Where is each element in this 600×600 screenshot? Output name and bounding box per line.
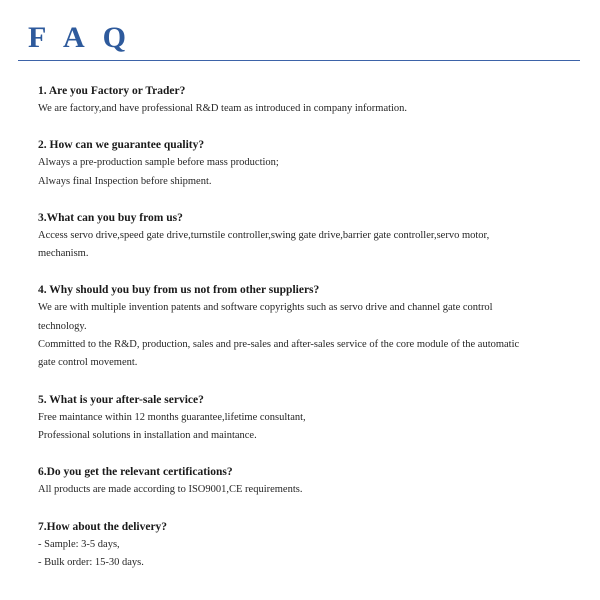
faq-answer-line: Free maintance within 12 months guarantee,lifetime consultant, <box>38 411 306 423</box>
faq-answer-line: Always a pre-production sample before mass production; <box>38 157 279 169</box>
faq-answer-line: - Bulk order: 15-30 days. <box>38 556 144 568</box>
faq-question: 1. Are you Factory or Trader? <box>38 85 186 97</box>
faq-item-factory-or-trader <box>38 82 578 118</box>
faq-list <box>38 82 578 590</box>
page-title: F A Q <box>28 21 132 54</box>
faq-item-after-sale <box>38 391 578 446</box>
faq-question: 6.Do you get the relevant certifications? <box>38 466 233 479</box>
faq-item-products <box>38 209 578 264</box>
faq-question: 3.What can you buy from us? <box>38 211 183 224</box>
faq-answer-line: Committed to the R&D, production, sales and pre-sales and after-sales service of the core module of the automatic <box>38 339 520 351</box>
faq-answer-line: gate control movement. <box>38 357 138 369</box>
faq-answer-line: Always final Inspection before shipment. <box>38 175 212 187</box>
faq-question: 4. Why should you buy from us not from other suppliers? <box>38 284 320 297</box>
faq-item-quality <box>38 136 578 191</box>
faq-answer-line: Access servo drive,speed gate drive,turnstile controller,swing gate drive,barrier gate controller,servo motor, <box>38 229 490 241</box>
faq-item-certifications <box>38 463 578 499</box>
faq-answer-line: All products are made according to ISO9001,CE requirements. <box>38 484 303 496</box>
faq-answer-line: mechanism. <box>38 248 89 260</box>
faq-answer-line: Professional solutions in installation and maintance. <box>38 429 257 441</box>
faq-question: 5. What is your after-sale service? <box>38 393 204 406</box>
faq-item-why-us <box>38 281 578 372</box>
faq-answer-line: We are factory,and have professional R&D team as introduced in company information. <box>38 103 408 114</box>
faq-answer-line: We are with multiple invention patents and software copyrights such as servo drive and channel gate control <box>38 302 493 314</box>
title-divider <box>18 60 580 61</box>
faq-answer-line: - Sample: 3-5 days, <box>38 538 120 550</box>
faq-question: 7.How about the delivery? <box>38 520 168 533</box>
faq-item-delivery <box>38 518 578 573</box>
faq-answer-line: technology. <box>38 320 87 332</box>
faq-question: 2. How can we guarantee quality? <box>38 139 205 152</box>
